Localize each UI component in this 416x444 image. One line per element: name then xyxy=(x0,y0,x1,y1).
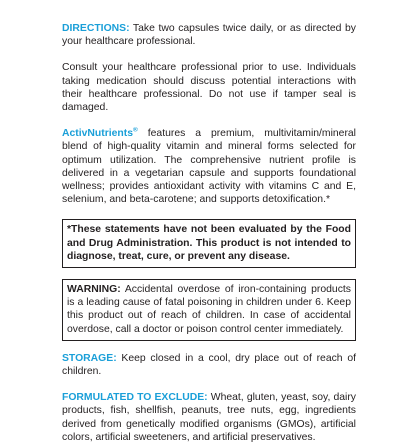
warning-text: Accidental overdose of iron-containing products is a leading cause of fatal poisoning in children under 6. Keep this product out of reach of children. In case of accidental overdose, call a doctor or poison control center immediately. xyxy=(67,284,351,335)
warning-box xyxy=(62,279,356,341)
directions-label: DIRECTIONS: xyxy=(62,23,130,34)
brand-name xyxy=(62,128,138,139)
description-text: features a premium, multivitamin/mineral blend of high-quality vitamin and mineral forms selected for optimum utilization. The comprehensive nutrient profile is delivered in a vegetarian capsule and supports foundational wellness; provides antioxidant activity with vitamins C and E, selenium, and beta-carotene; and supports detoxification.* xyxy=(62,128,356,206)
warning-paragraph xyxy=(67,283,351,336)
warning-label: WARNING: xyxy=(67,284,121,296)
consult-paragraph: Consult your healthcare professional prior to use. Individuals taking medication should discuss potential interactions with their healthcare professional. Do not use if tamper seal is damaged. xyxy=(62,62,356,114)
storage-paragraph xyxy=(62,352,356,378)
fda-statement-text: *These statements have not been evaluated by the Food and Drug Administration. This product is not intended to diagnose, treat, cure, or prevent any disease. xyxy=(67,224,351,262)
directions-text: Take two capsules twice daily, or as directed by your healthcare professional. xyxy=(62,23,356,48)
formulated-paragraph xyxy=(62,391,356,444)
fda-statement-box xyxy=(62,219,356,268)
storage-text: Keep closed in a cool, dry place out of reach of children. xyxy=(62,352,356,378)
registered-mark: ® xyxy=(133,126,138,134)
directions-paragraph xyxy=(62,22,356,48)
description-paragraph xyxy=(62,127,356,206)
brand-text: ActivNutrients xyxy=(62,128,134,140)
storage-label: STORAGE: xyxy=(62,352,117,364)
label-panel xyxy=(62,22,356,444)
formulated-label: FORMULATED TO EXCLUDE: xyxy=(62,392,208,404)
formulated-text: Wheat, gluten, yeast, soy, dairy products, fish, shellfish, peanuts, tree nuts, egg, ingredients derived from genetically modified organisms (GMOs), artificial colors, artificial sweeteners, and artificial preservatives. xyxy=(62,392,357,443)
